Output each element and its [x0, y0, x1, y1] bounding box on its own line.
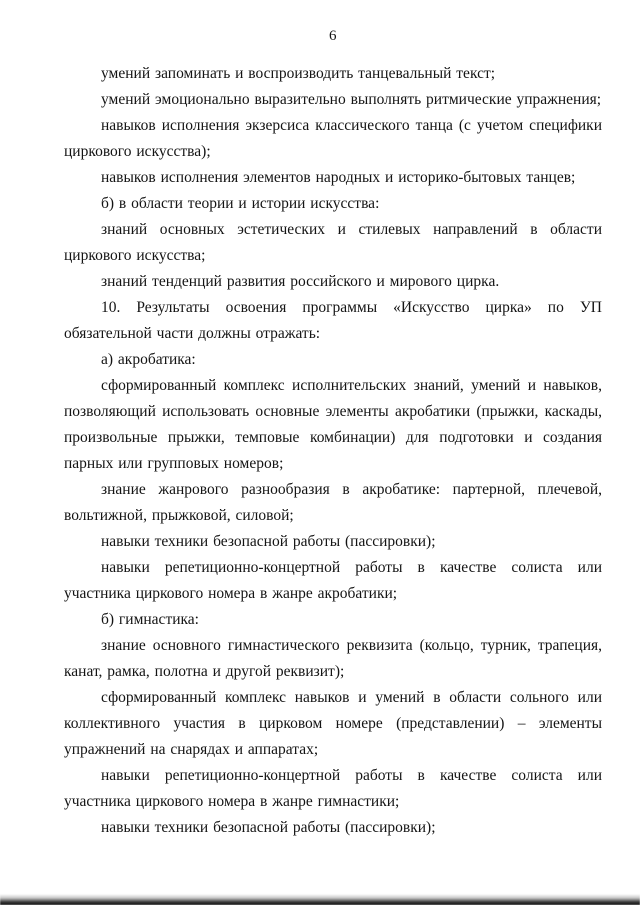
paragraph: навыков исполнения экзерсиса классического танца (с учетом специфики циркового искусства);	[64, 117, 602, 160]
paragraph: сформированный комплекс исполнительских знаний, умений и навыков, позволяющий использовать основные элементы акробатики (прыжки, каскады, произвольные прыжки, темповые комбинации) для подготовки и создания парных или групповых номеров;	[64, 377, 602, 472]
paragraph: умений запоминать и воспроизводить танцевальный текст;	[101, 65, 496, 82]
paragraph: знаний тенденций развития российского и мирового цирка.	[101, 273, 500, 290]
paragraph: навыки техники безопасной работы (пассировки);	[101, 533, 436, 550]
paragraph: сформированный комплекс навыков и умений в области сольного или коллективного участия в цирковом номере (представлении) – элементы упражнений на снарядах и аппаратах;	[64, 689, 602, 758]
paragraph: навыки репетиционно-концертной работы в качестве солиста или участника циркового номера в жанре гимнастики;	[64, 767, 602, 810]
paragraph: 10. Результаты освоения программы «Искусство цирка» по УП обязательной части должны отражать:	[64, 299, 602, 342]
page-number: 6	[329, 28, 337, 44]
paragraph: знание основного гимнастического реквизита (кольцо, турник, трапеция, канат, рамка, полотна и другой реквизит);	[64, 637, 602, 680]
paragraph: б) гимнастика:	[101, 611, 199, 628]
paragraph: а) акробатика:	[101, 351, 196, 368]
paragraph: б) в области теории и истории искусства:	[101, 195, 380, 212]
scan-edge-artifact	[0, 894, 640, 905]
paragraph: умений эмоционально выразительно выполнять ритмические упражнения;	[101, 91, 602, 108]
paragraph: навыки репетиционно-концертной работы в качестве солиста или участника циркового номера в жанре акробатики;	[64, 559, 602, 602]
paragraph: навыков исполнения элементов народных и историко-бытовых танцев;	[101, 169, 576, 186]
paragraph: знание жанрового разнообразия в акробатике: партерной, плечевой, вольтижной, прыжковой, силовой;	[64, 481, 602, 524]
paragraph: знаний основных эстетических и стилевых направлений в области циркового искусства;	[64, 221, 602, 264]
paragraph: навыки техники безопасной работы (пассировки);	[101, 819, 436, 836]
